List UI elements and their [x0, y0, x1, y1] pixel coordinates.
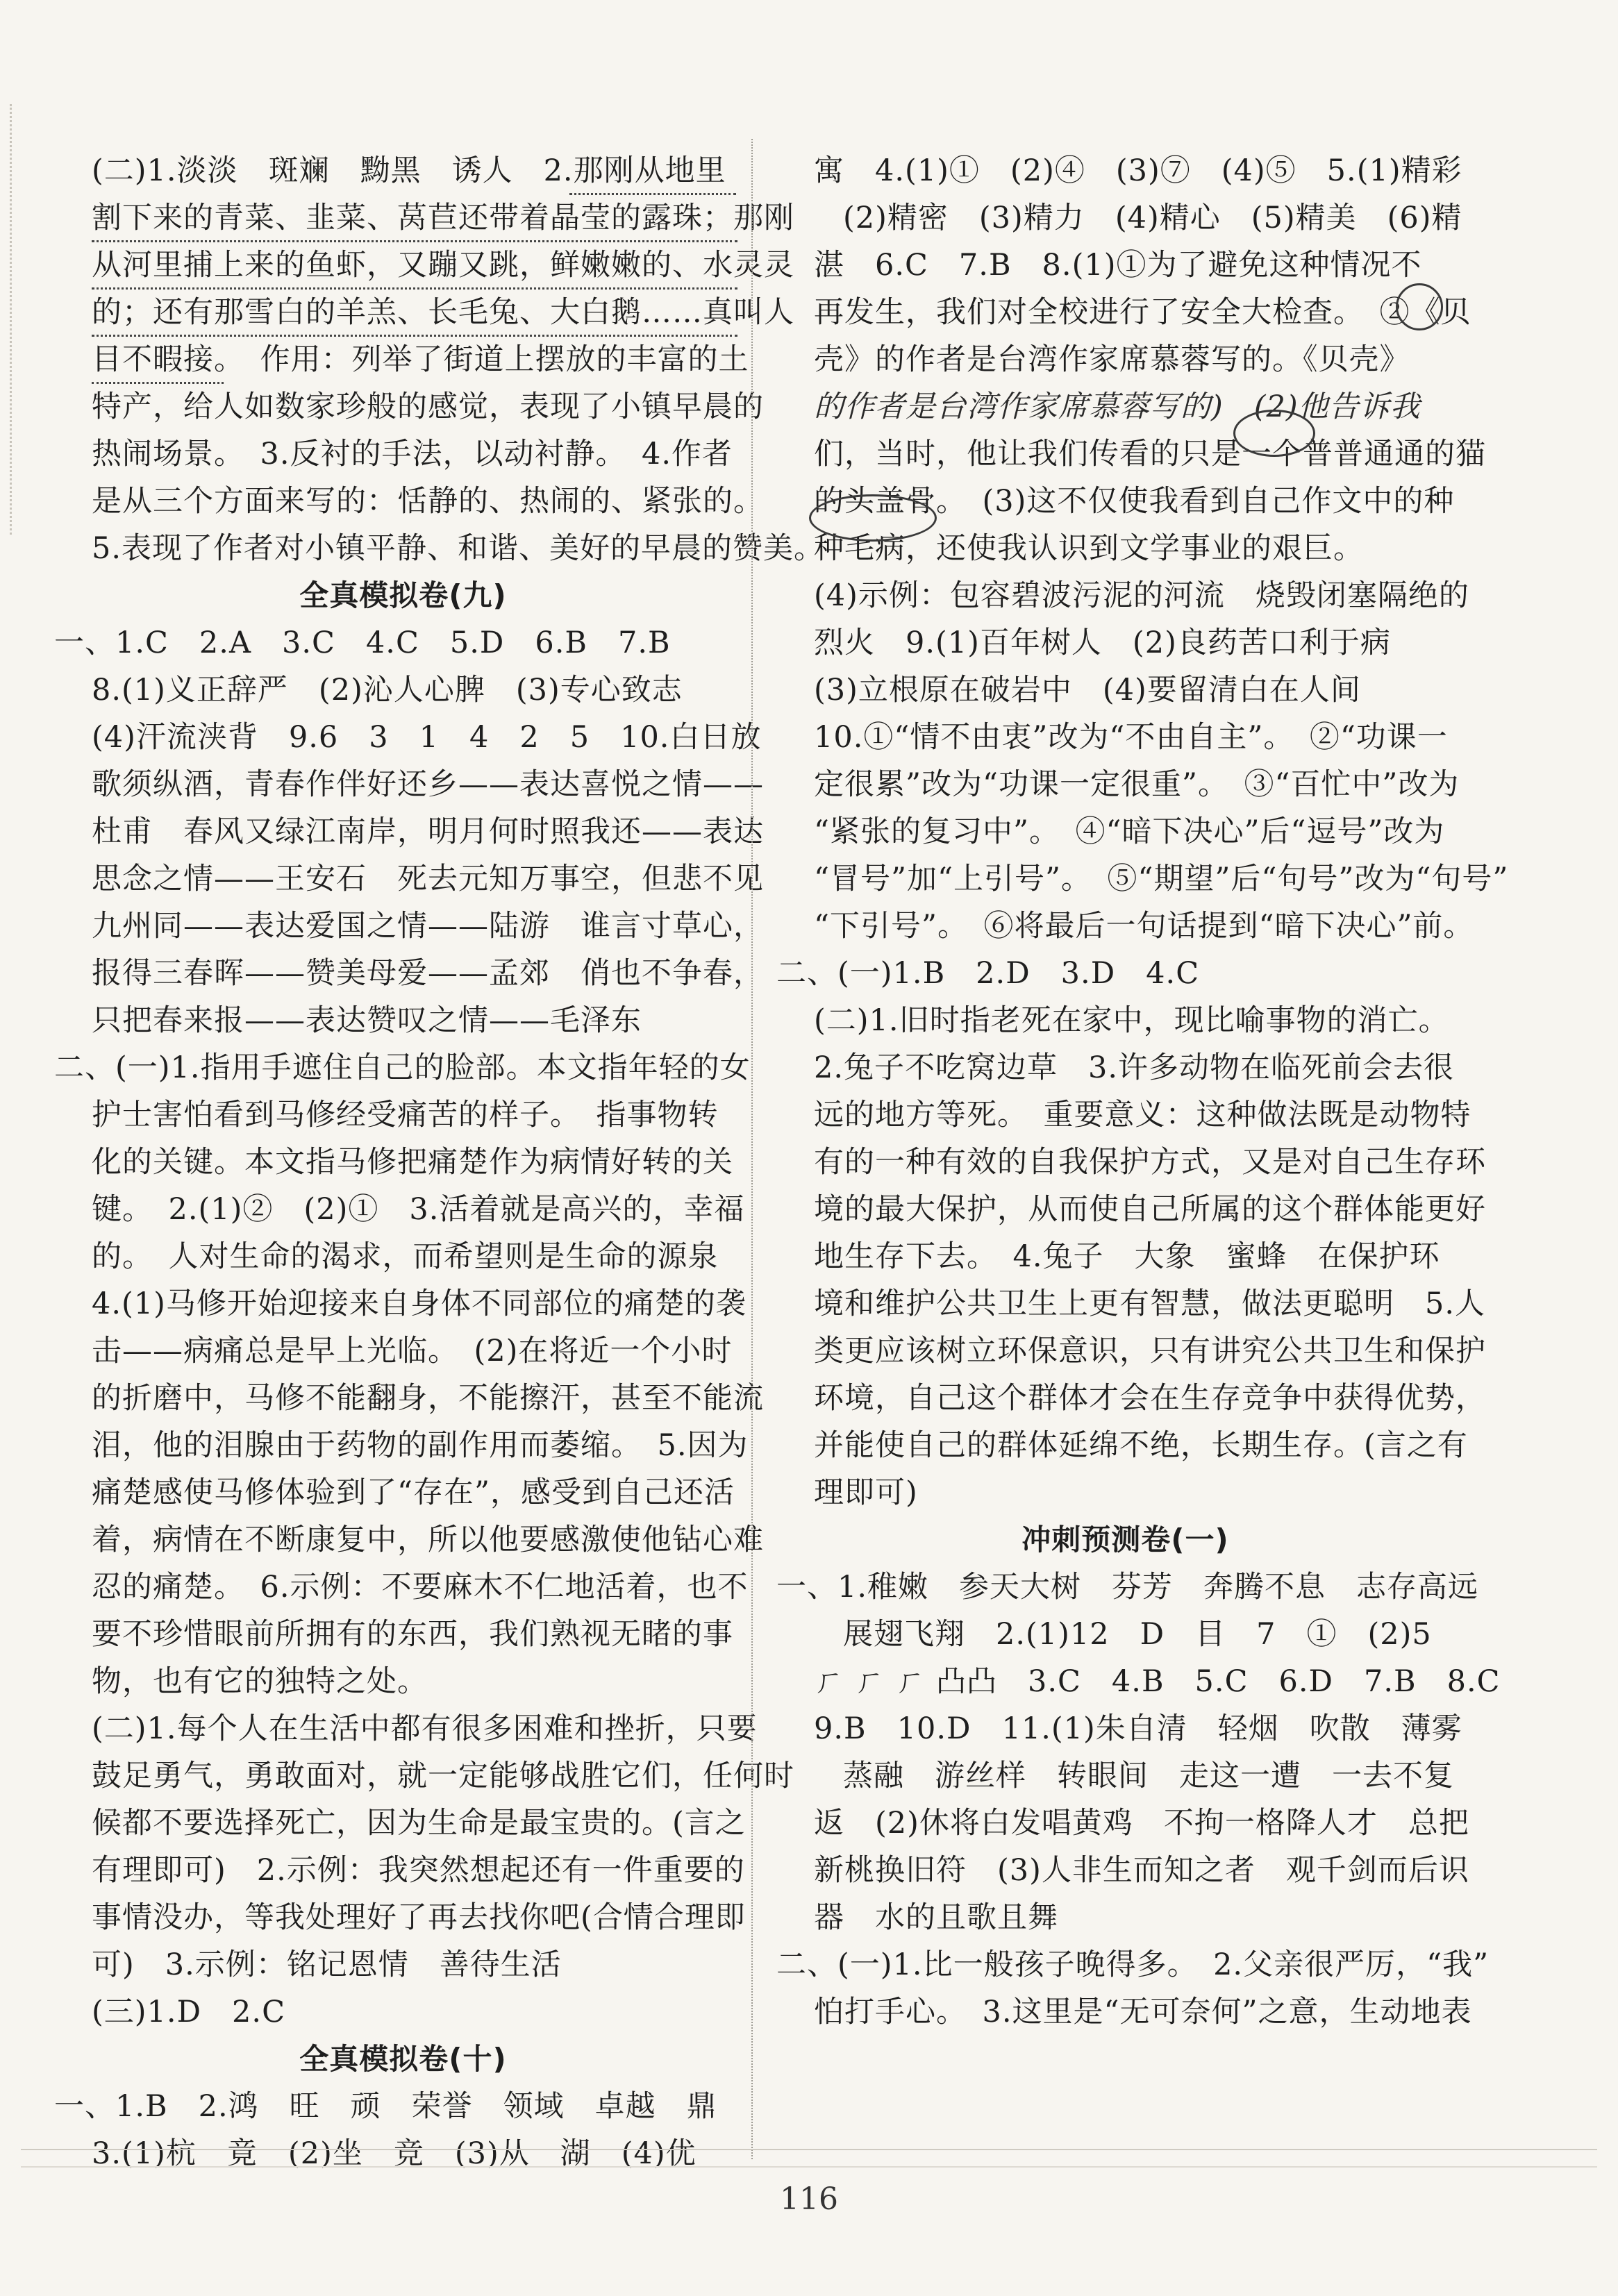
text-line: 10.①“情不由衷”改为“不由自主”。 ②“功课一 [814, 720, 1448, 755]
correction-circle-mark [1396, 283, 1443, 330]
text-line: 湛 6.C 7.B 8.(1)①为了避免这种情况不 [814, 248, 1422, 283]
wavy-underline-mark [92, 375, 224, 384]
text-line: 化的关键。本文指马修把痛楚作为病情好转的关 [92, 1145, 733, 1180]
text-line: (二)1.淡淡 斑斓 黝黑 诱人 2.那刚从地里 [92, 153, 726, 188]
text-line: 思念之情——王安石 死去元知万事空，但悲不见 [92, 862, 764, 896]
text-line: 9.B 10.D 11.(1)朱自清 轻烟 吹散 薄雾 [814, 1711, 1462, 1746]
text-line: (3)立根原在破岩中 (4)要留清白在人间 [814, 673, 1361, 707]
text-line: (三)1.D 2.C [92, 1995, 285, 2029]
text-line: 目不暇接。 作用：列举了街道上摆放的丰富的土 [92, 342, 749, 377]
text-line: 击——病痛总是早上光临。 (2)在将近一个小时 [92, 1334, 733, 1368]
text-line: 8.(1)义正辞严 (2)沁人心脾 (3)专心致志 [92, 673, 683, 707]
text-line: 怕打手心。 3.这里是“无可奈何”之意，生动地表 [814, 1995, 1472, 2029]
text-line: 事情没办，等我处理好了再去找你吧(合情合理即 [92, 1900, 746, 1935]
right-column [776, 147, 1509, 2036]
correction-circle-mark [809, 494, 937, 542]
text-line: 再发生，我们对全校进行了安全大检查。 ②《贝 [814, 295, 1471, 330]
text-line: 一、1.稚嫩 参天大树 芬芳 奔腾不息 志存高远 [776, 1570, 1479, 1604]
footer-rule [21, 2166, 1597, 2168]
page-number: 116 [780, 2181, 838, 2217]
section-title-10: 全真模拟卷(十) [299, 2042, 507, 2076]
text-line: 二、(一)1.比一般孩子晚得多。 2.父亲很严厉，“我” [776, 1947, 1490, 1982]
text-line: 键。 2.(1)② (2)① 3.活着就是高兴的，幸福 [92, 1192, 745, 1227]
text-line: 着，病情在不断康复中，所以他要感激使他钻心难 [92, 1523, 764, 1557]
text-line: (二)1.每个人在生活中都有很多困难和挫折，只要 [92, 1711, 758, 1746]
text-line: 的折磨中，马修不能翻身，不能擦汗，甚至不能流 [92, 1381, 764, 1416]
section-title-9: 全真模拟卷(九) [299, 578, 507, 612]
text-line: (2)精密 (3)精力 (4)精心 (5)精美 (6)精 [843, 201, 1462, 235]
text-line: 境的最大保护，从而使自己所属的这个群体能更好 [814, 1192, 1486, 1227]
text-line: 壳》的作者是台湾作家席慕蓉写的。《贝壳》 [814, 342, 1410, 377]
text-line: ㄏ ㄏ ㄏ 凸凸 3.C 4.B 5.C 6.D 7.B 8.C [814, 1664, 1501, 1699]
text-line: 理即可) [814, 1475, 918, 1510]
text-line: 热闹场景。 3.反衬的手法，以动衬静。 4.作者 [92, 437, 733, 471]
text-line: 护士害怕看到马修经受痛苦的样子。 指事物转 [92, 1098, 719, 1132]
text-line: 九州同——表达爱国之情——陆游 谁言寸草心， [92, 909, 764, 944]
binding-edge [0, 104, 12, 535]
text-line: 的。 人对生命的渴求，而希望则是生命的源泉 [92, 1239, 719, 1274]
text-line: 报得三春晖——赞美母爱——孟郊 俏也不争春， [92, 956, 764, 991]
text-line: 并能使自己的群体延绵不绝，长期生存。(言之有 [814, 1428, 1468, 1463]
text-line: 展翅飞翔 2.(1)12 D 目 7 ① (2)5 [843, 1617, 1432, 1652]
text-line: 一、1.C 2.A 3.C 4.C 5.D 6.B 7.B [54, 626, 671, 660]
text-line: 器 水的且歌且舞 [814, 1900, 1058, 1935]
left-column [54, 147, 825, 2177]
text-line: 2.兔子不吃窝边草 3.许多动物在临死前会去很 [814, 1050, 1455, 1085]
text-line: 只把春来报——表达赞叹之情——毛泽东 [92, 1003, 642, 1038]
text-line: 要不珍惜眼前所拥有的东西，我们熟视无睹的事 [92, 1617, 733, 1652]
text-line: 有理即可) 2.示例：我突然想起还有一件重要的 [92, 1853, 745, 1888]
text-line: 种毛病，还使我认识到文学事业的艰巨。 [814, 531, 1364, 566]
text-line: 杜甫 春风又绿江南岸，明月何时照我还——表达 [92, 814, 764, 849]
footer-rule [21, 2149, 1597, 2150]
text-line: 有的一种有效的自我保护方式，又是对自己生存环 [814, 1145, 1486, 1180]
text-line: 痛楚感使马修体验到了“存在”，感受到自己还活 [92, 1475, 735, 1510]
text-line: 歌须纵酒，青春作伴好还乡——表达喜悦之情—— [92, 767, 764, 802]
text-line: 可) 3.示例：铭记恩情 善待生活 [92, 1947, 562, 1982]
text-line: 定很累”改为“功课一定很重”。 ③“百忙中”改为 [814, 767, 1460, 802]
text-line: 物，也有它的独特之处。 [92, 1664, 428, 1699]
text-line: 们，当时，他让我们传看的只是一个普普通通的猫 [814, 437, 1486, 471]
text-line: 远的地方等死。 重要意义：这种做法既是动物特 [814, 1098, 1471, 1132]
text-line: (二)1.旧时指老死在家中，现比喻事物的消亡。 [814, 1003, 1449, 1038]
text-line: 的；还有那雪白的羊羔、长毛兔、大白鹅……真叫人 [92, 295, 794, 330]
text-line: 割下来的青菜、韭菜、莴苣还带着晶莹的露珠；那刚 [92, 201, 794, 235]
text-line: 蒸融 游丝样 转眼间 走这一遭 一去不复 [843, 1759, 1454, 1793]
text-line: 鼓足勇气，勇敢面对，就一定能够战胜它们，任何时 [92, 1759, 794, 1793]
wavy-underline-mark [92, 233, 737, 242]
column-divider [751, 139, 753, 2159]
handwritten-correction-line: 的作者是台湾作家席慕蓉写的) (2)他告诉我 [814, 389, 1421, 424]
text-line: 泪，他的泪腺由于药物的副作用而萎缩。 5.因为 [92, 1428, 749, 1463]
text-line: 返 (2)休将白发唱黄鸡 不拘一格降人才 总把 [814, 1806, 1469, 1841]
text-line: 环境，自己这个群体才会在生存竞争中获得优势， [814, 1381, 1486, 1416]
text-line: 特产，给人如数家珍般的感觉，表现了小镇早晨的 [92, 389, 764, 424]
text-line: 的头盖骨。 (3)这不仅使我看到自己作文中的种 [814, 484, 1455, 519]
text-line: 二、(一)1.指用手遮住自己的脸部。本文指年轻的女 [54, 1050, 751, 1085]
wavy-underline-mark [569, 186, 736, 195]
text-line: “紧张的复习中”。 ④“暗下决心”后“逗号”改为 [814, 814, 1445, 849]
text-line: 二、(一)1.B 2.D 3.D 4.C [776, 956, 1200, 991]
text-line: 新桃换旧符 (3)人非生而知之者 观千剑而后识 [814, 1853, 1469, 1888]
text-line: 一、1.B 2.鸿 旺 顽 荣誉 领域 卓越 鼎 [54, 2089, 717, 2124]
text-line: 3.(1)杭 竟 (2)坐 竞 (3)从 湖 (4)优 [92, 2136, 697, 2171]
text-line: 4.(1)马修开始迎接来自身体不同部位的痛楚的袭 [92, 1287, 747, 1321]
wavy-underline-mark [92, 280, 737, 290]
text-line: 是从三个方面来写的：恬静的、热闹的、紧张的。 [92, 484, 764, 519]
text-line: 忍的痛楚。 6.示例：不要麻木不仁地活着，也不 [92, 1570, 749, 1604]
text-line: “冒号”加“上引号”。 ⑤“期望”后“句号”改为“句号” [814, 862, 1509, 896]
text-line: 境和维护公共卫生上更有智慧，做法更聪明 5.人 [814, 1287, 1486, 1321]
text-line: 地生存下去。 4.兔子 大象 蜜蜂 在保护环 [814, 1239, 1440, 1274]
text-line: 从河里捕上来的鱼虾，又蹦又跳，鲜嫩嫩的、水灵灵 [92, 248, 794, 283]
text-line: “下引号”。 ⑥将最后一句话提到“暗下决心”前。 [814, 909, 1474, 944]
text-line: 烈火 9.(1)百年树人 (2)良药苦口利于病 [814, 626, 1391, 660]
text-line: 候都不要选择死亡，因为生命是最宝贵的。(言之 [92, 1806, 746, 1841]
text-line: (4)汗流浃背 9.6 3 1 4 2 5 10.白日放 [92, 720, 762, 755]
text-line: 类更应该树立环保意识，只有讲究公共卫生和保护 [814, 1334, 1486, 1368]
section-title-sprint-1: 冲刺预测卷(一) [1021, 1523, 1229, 1557]
text-line: 5.表现了作者对小镇平静、和谐、美好的早晨的赞美。 [92, 531, 825, 566]
wavy-underline-mark [92, 328, 737, 337]
correction-circle-mark [1233, 410, 1315, 457]
text-line: (4)示例：包容碧波污泥的河流 烧毁闭塞隔绝的 [814, 578, 1469, 613]
text-line: 寓 4.(1)① (2)④ (3)⑦ (4)⑤ 5.(1)精彩 [814, 153, 1462, 188]
